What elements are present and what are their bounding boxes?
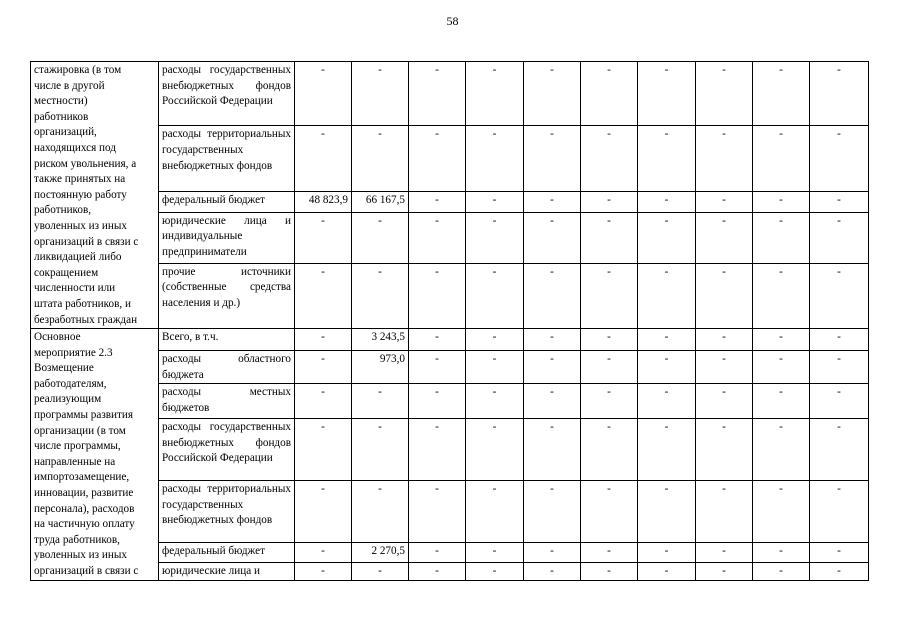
value-cell: - — [524, 126, 581, 192]
value-cell: - — [581, 563, 638, 581]
funding-source-cell: расходы областного бюджета — [159, 351, 295, 384]
value-cell: - — [581, 481, 638, 543]
value-cell: - — [810, 351, 869, 384]
value-cell: - — [638, 419, 696, 481]
value-cell: - — [753, 62, 810, 126]
value-cell: - — [696, 563, 753, 581]
budget-table — [30, 61, 869, 581]
page-number: 58 — [446, 14, 459, 28]
value-cell: - — [581, 543, 638, 563]
value-cell: - — [409, 563, 466, 581]
value-cell: - — [295, 263, 352, 329]
value-cell: - — [524, 384, 581, 419]
value-cell: - — [810, 419, 869, 481]
funding-source-cell: федеральный бюджет — [159, 543, 295, 563]
value-cell: - — [581, 351, 638, 384]
value-cell: - — [466, 192, 524, 213]
value-cell: - — [352, 263, 409, 329]
value-cell: - — [466, 351, 524, 384]
value-cell: - — [753, 481, 810, 543]
value-cell: - — [466, 263, 524, 329]
value-cell: - — [810, 543, 869, 563]
value-cell: - — [810, 329, 869, 351]
value-cell: - — [581, 192, 638, 213]
value-cell: - — [466, 419, 524, 481]
value-cell: - — [696, 419, 753, 481]
value-cell: - — [638, 263, 696, 329]
funding-source-cell: федеральный бюджет — [159, 192, 295, 213]
value-cell: - — [295, 419, 352, 481]
value-cell: - — [753, 263, 810, 329]
value-cell: - — [524, 212, 581, 263]
value-cell: - — [638, 384, 696, 419]
value-cell: - — [409, 212, 466, 263]
value-cell: - — [295, 212, 352, 263]
value-cell: - — [753, 329, 810, 351]
value-cell: - — [638, 192, 696, 213]
value-cell: - — [524, 192, 581, 213]
value-cell: - — [466, 62, 524, 126]
value-cell: - — [409, 543, 466, 563]
value-cell: - — [638, 543, 696, 563]
value-cell: - — [466, 543, 524, 563]
value-cell: - — [696, 263, 753, 329]
funding-source-cell: расходы государственных внебюджетных фондов Российской Федерации — [159, 62, 295, 126]
value-cell: - — [295, 126, 352, 192]
value-cell: - — [810, 384, 869, 419]
value-cell: - — [638, 126, 696, 192]
value-cell: - — [352, 481, 409, 543]
value-cell: - — [295, 563, 352, 581]
value-cell: - — [810, 263, 869, 329]
value-cell: - — [638, 212, 696, 263]
value-cell: - — [295, 351, 352, 384]
value-cell: - — [524, 329, 581, 351]
value-cell: - — [581, 384, 638, 419]
value-cell: - — [753, 543, 810, 563]
value-cell: - — [352, 384, 409, 419]
value-cell: - — [581, 62, 638, 126]
value-cell: - — [409, 62, 466, 126]
funding-source-cell: расходы территориальных государственных внебюджетных фондов — [159, 481, 295, 543]
value-cell: - — [409, 329, 466, 351]
value-cell: - — [581, 212, 638, 263]
value-cell: - — [638, 329, 696, 351]
value-cell: - — [810, 481, 869, 543]
value-cell: - — [352, 212, 409, 263]
value-cell: - — [638, 563, 696, 581]
value-cell: - — [409, 419, 466, 481]
value-cell: - — [696, 329, 753, 351]
value-cell: - — [524, 481, 581, 543]
value-cell: - — [696, 481, 753, 543]
value-cell: - — [409, 481, 466, 543]
funding-source-cell: юридические лица и индивидуальные предприниматели — [159, 212, 295, 263]
value-cell: - — [524, 563, 581, 581]
value-cell: - — [409, 351, 466, 384]
value-cell: 48 823,9 — [295, 192, 352, 213]
value-cell: - — [696, 384, 753, 419]
value-cell: - — [753, 384, 810, 419]
value-cell: - — [524, 62, 581, 126]
table-row — [31, 62, 869, 126]
value-cell: - — [581, 126, 638, 192]
value-cell: - — [352, 62, 409, 126]
value-cell: - — [524, 543, 581, 563]
value-cell: - — [810, 192, 869, 213]
value-cell: - — [696, 543, 753, 563]
event-description-cell: Основное мероприятие 2.3 Возмещение работодателям, реализующим программы развития организации (в том числе программы, направленные на импортозамещение, инновации, развитие персонала), расходов на частичную оплату труда работников, уволенных из иных организаций в связи с — [31, 329, 159, 581]
value-cell: - — [466, 126, 524, 192]
value-cell: - — [696, 62, 753, 126]
value-cell: - — [810, 62, 869, 126]
value-cell: - — [466, 384, 524, 419]
funding-source-cell: прочие источники (собственные средства населения и др.) — [159, 263, 295, 329]
funding-source-cell: расходы государственных внебюджетных фондов Российской Федерации — [159, 419, 295, 481]
value-cell: - — [696, 192, 753, 213]
value-cell: - — [409, 126, 466, 192]
event-description-cell: стажировка (в том числе в другой местности) работников организаций, находящихся под риском увольнения, а также принятых на постоянную работу работников, уволенных из иных организаций в связи с ликвидацией либо сокращением численности или штата работников, и безработных граждан — [31, 62, 159, 329]
value-cell: - — [295, 329, 352, 351]
value-cell: - — [753, 351, 810, 384]
value-cell: - — [409, 192, 466, 213]
value-cell: - — [581, 419, 638, 481]
value-cell: - — [352, 563, 409, 581]
value-cell: - — [295, 543, 352, 563]
value-cell: - — [295, 481, 352, 543]
value-cell: - — [409, 263, 466, 329]
value-cell: - — [409, 384, 466, 419]
funding-source-cell: юридические лица и — [159, 563, 295, 581]
value-cell: - — [466, 212, 524, 263]
funding-source-cell: расходы местных бюджетов — [159, 384, 295, 419]
value-cell: - — [753, 126, 810, 192]
value-cell: - — [696, 126, 753, 192]
value-cell: - — [810, 212, 869, 263]
value-cell: - — [753, 192, 810, 213]
value-cell: - — [696, 212, 753, 263]
value-cell: - — [753, 563, 810, 581]
value-cell: - — [524, 351, 581, 384]
value-cell: 973,0 — [352, 351, 409, 384]
value-cell: 2 270,5 — [352, 543, 409, 563]
value-cell: - — [581, 263, 638, 329]
value-cell: - — [810, 563, 869, 581]
value-cell: 66 167,5 — [352, 192, 409, 213]
value-cell: - — [524, 419, 581, 481]
value-cell: - — [295, 384, 352, 419]
value-cell: - — [753, 419, 810, 481]
value-cell: - — [753, 212, 810, 263]
funding-source-cell: расходы территориальных государственных внебюджетных фондов — [159, 126, 295, 192]
funding-source-cell: Всего, в т.ч. — [159, 329, 295, 351]
value-cell: - — [524, 263, 581, 329]
value-cell: - — [352, 126, 409, 192]
value-cell: - — [638, 62, 696, 126]
table-row — [31, 329, 869, 351]
value-cell: - — [466, 329, 524, 351]
value-cell: 3 243,5 — [352, 329, 409, 351]
value-cell: - — [810, 126, 869, 192]
value-cell: - — [295, 62, 352, 126]
value-cell: - — [696, 351, 753, 384]
value-cell: - — [581, 329, 638, 351]
value-cell: - — [638, 351, 696, 384]
value-cell: - — [466, 563, 524, 581]
value-cell: - — [638, 481, 696, 543]
value-cell: - — [466, 481, 524, 543]
value-cell: - — [352, 419, 409, 481]
